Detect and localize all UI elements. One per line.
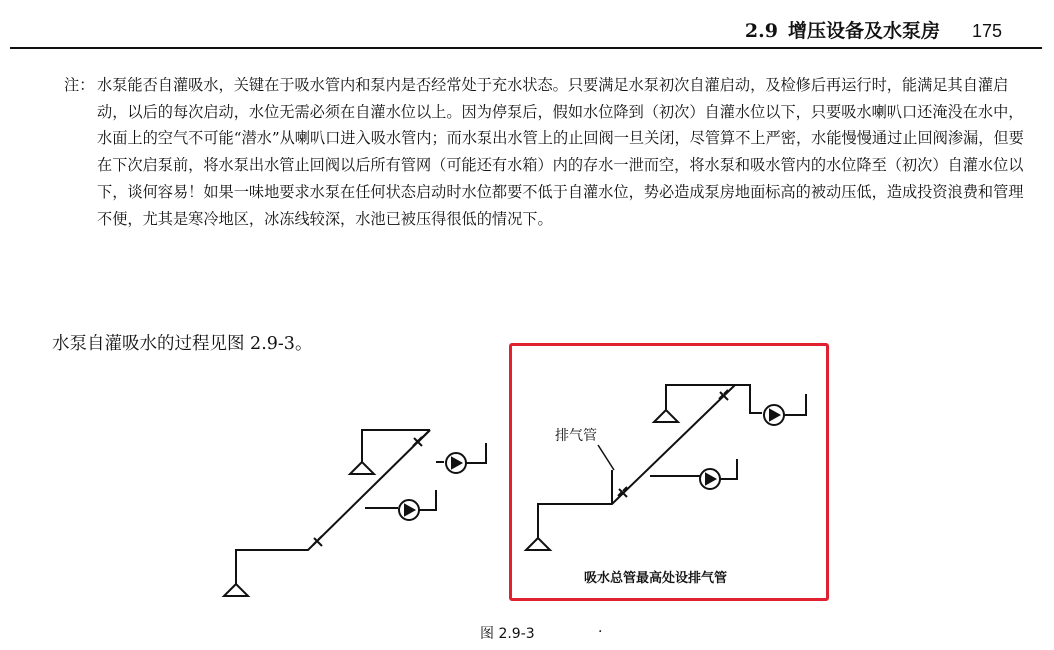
figure-caption: 图 2.9-3 (480, 626, 535, 642)
valve-lower-left (313, 536, 322, 546)
right-diagram-caption: 吸水总管最高处设排气管 (584, 571, 728, 586)
lower-tank-left (224, 584, 248, 596)
section-title: 增压设备及水泵房 (787, 20, 940, 42)
pump-upper-left-arrow (452, 458, 461, 468)
vent-pipe-label: 排气管 (555, 428, 597, 444)
highlight-box (509, 343, 829, 601)
note-text: 水泵能否自灌吸水，关键在于吸水管内和泵内是否经常处于充水状态。只要满足水泵初次自灌启动，及检修后再运行时，能满足其自灌启动，以后的每次启动，水位无需必须在自灌水位以上。因为停泵后，假如水位降到（初次）自灌水位以下，只要吸水喇叭口还淹没在水中，水面上的空气不可能“潜水”从喇叭口进入吸水管内；而水泵出水管上的止回阀一旦关闭，尽管算不上严密，水能慢慢通过止回阀渗漏，但要在下次启泵前，将水泵出水管止回阀以后所有管网（可能还有水箱）内的存水一泄而空，将水泵和吸水管内的水位降至（初次）自灌水位以下，谈何容易！如果一味地要求水泵在任何状态启动时水位都要不低于自灌水位，势必造成泵房地面标高的被动压低，造成投资浪费和管理不便，尤其是寒冷地区，冰冻线较深，水池已被压得很低的情况下。 (97, 76, 1024, 228)
caption-dot: . (598, 620, 603, 636)
section-number: 2.9 (744, 20, 778, 42)
upper-tank-left (350, 462, 374, 474)
note-label: 注： (64, 76, 95, 94)
page-number: 175 (971, 21, 1002, 41)
main-suction-pipe-left (236, 430, 430, 584)
upper-tank-pipe-left (362, 430, 430, 462)
outlet-lower-left (419, 490, 436, 510)
pump-lower-left-arrow (405, 505, 414, 515)
body-text: 水泵自灌吸水的过程见图 2.9-3。 (52, 334, 313, 354)
outlet-upper-left (466, 443, 486, 463)
valve-upper-left (413, 437, 422, 446)
left-diagram (224, 430, 486, 596)
